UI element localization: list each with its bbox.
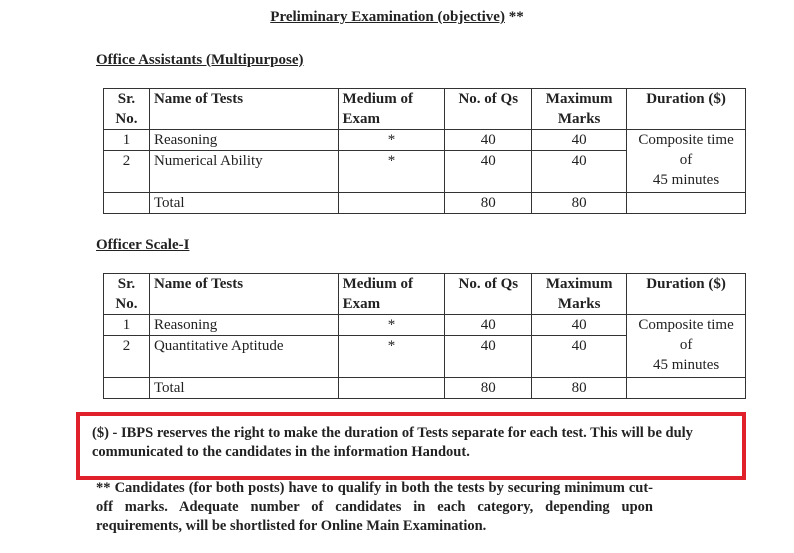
duration-line-3: 45 minutes [652, 172, 720, 188]
header-medium: Medium of Exam [338, 89, 445, 130]
cell-qs: 40 [445, 315, 532, 336]
cell-name: Reasoning [149, 130, 338, 151]
duration-line-2: of [679, 337, 693, 353]
duration-note-highlight [76, 412, 746, 480]
header-name: Name of Tests [149, 274, 338, 315]
header-name: Name of Tests [149, 89, 338, 130]
header-duration: Duration ($) [627, 274, 746, 315]
cell-sr: 1 [104, 315, 150, 336]
cell-marks: 40 [532, 336, 627, 378]
header-sr: Sr. No. [104, 89, 150, 130]
table-row [104, 130, 746, 151]
cell-total-marks: 80 [532, 193, 627, 214]
cell-qs: 40 [445, 130, 532, 151]
cell-total-label: Total [149, 193, 338, 214]
header-qs: No. of Qs [445, 274, 532, 315]
table-total-row [104, 193, 746, 214]
page-title-text: Preliminary Examination (objective) [270, 9, 505, 25]
cell-qs: 40 [445, 151, 532, 193]
header-marks: Maximum Marks [532, 274, 627, 315]
cell-medium: * [338, 130, 445, 151]
qualification-footnote: ** Candidates (for both posts) have to qualify in both the tests by securing minimum cut-off marks. Adequate number of candidates in each category, depending upon requirements, will be shortlisted for Online Main Examination. [96, 480, 653, 534]
table-row [104, 315, 746, 336]
cell-medium: * [338, 336, 445, 378]
cell-sr-empty [104, 378, 150, 399]
cell-marks: 40 [532, 315, 627, 336]
section-heading-officer-scale: Officer Scale-I [96, 237, 190, 253]
header-marks: Maximum Marks [532, 89, 627, 130]
cell-duration-empty [627, 378, 746, 399]
table-total-row [104, 378, 746, 399]
cell-qs: 40 [445, 336, 532, 378]
exam-table-office-assistants [103, 88, 746, 214]
header-sr: Sr. No. [104, 274, 150, 315]
duration-line-1: Composite time [638, 132, 734, 148]
cell-medium-empty [338, 378, 445, 399]
cell-name: Numerical Ability [149, 151, 338, 193]
section-heading-office-assistants: Office Assistants (Multipurpose) [96, 52, 304, 68]
cell-total-marks: 80 [532, 378, 627, 399]
cell-sr-empty [104, 193, 150, 214]
duration-line-1: Composite time [638, 317, 734, 333]
cell-sr: 1 [104, 130, 150, 151]
cell-marks: 40 [532, 130, 627, 151]
cell-sr: 2 [104, 151, 150, 193]
page-title-suffix: ** [504, 9, 524, 25]
cell-total-qs: 80 [445, 378, 532, 399]
page-title [0, 9, 794, 26]
cell-name: Quantitative Aptitude [149, 336, 338, 378]
duration-line-2: of [679, 152, 693, 168]
cell-duration-empty [627, 193, 746, 214]
exam-table-officer-scale [103, 273, 746, 399]
cell-medium: * [338, 315, 445, 336]
cell-total-qs: 80 [445, 193, 532, 214]
cell-medium-empty [338, 193, 445, 214]
cell-total-label: Total [149, 378, 338, 399]
cell-name: Reasoning [149, 315, 338, 336]
header-duration: Duration ($) [627, 89, 746, 130]
duration-note-text: ($) - IBPS reserves the right to make the duration of Tests separate for each test. This will be duly communicated to the candidates in the information Handout. [92, 425, 693, 460]
duration-line-3: 45 minutes [652, 357, 720, 373]
header-medium: Medium of Exam [338, 274, 445, 315]
table-header-row [104, 89, 746, 130]
table-header-row [104, 274, 746, 315]
cell-duration [627, 315, 746, 378]
header-qs: No. of Qs [445, 89, 532, 130]
cell-marks: 40 [532, 151, 627, 193]
cell-duration [627, 130, 746, 193]
cell-medium: * [338, 151, 445, 193]
cell-sr: 2 [104, 336, 150, 378]
